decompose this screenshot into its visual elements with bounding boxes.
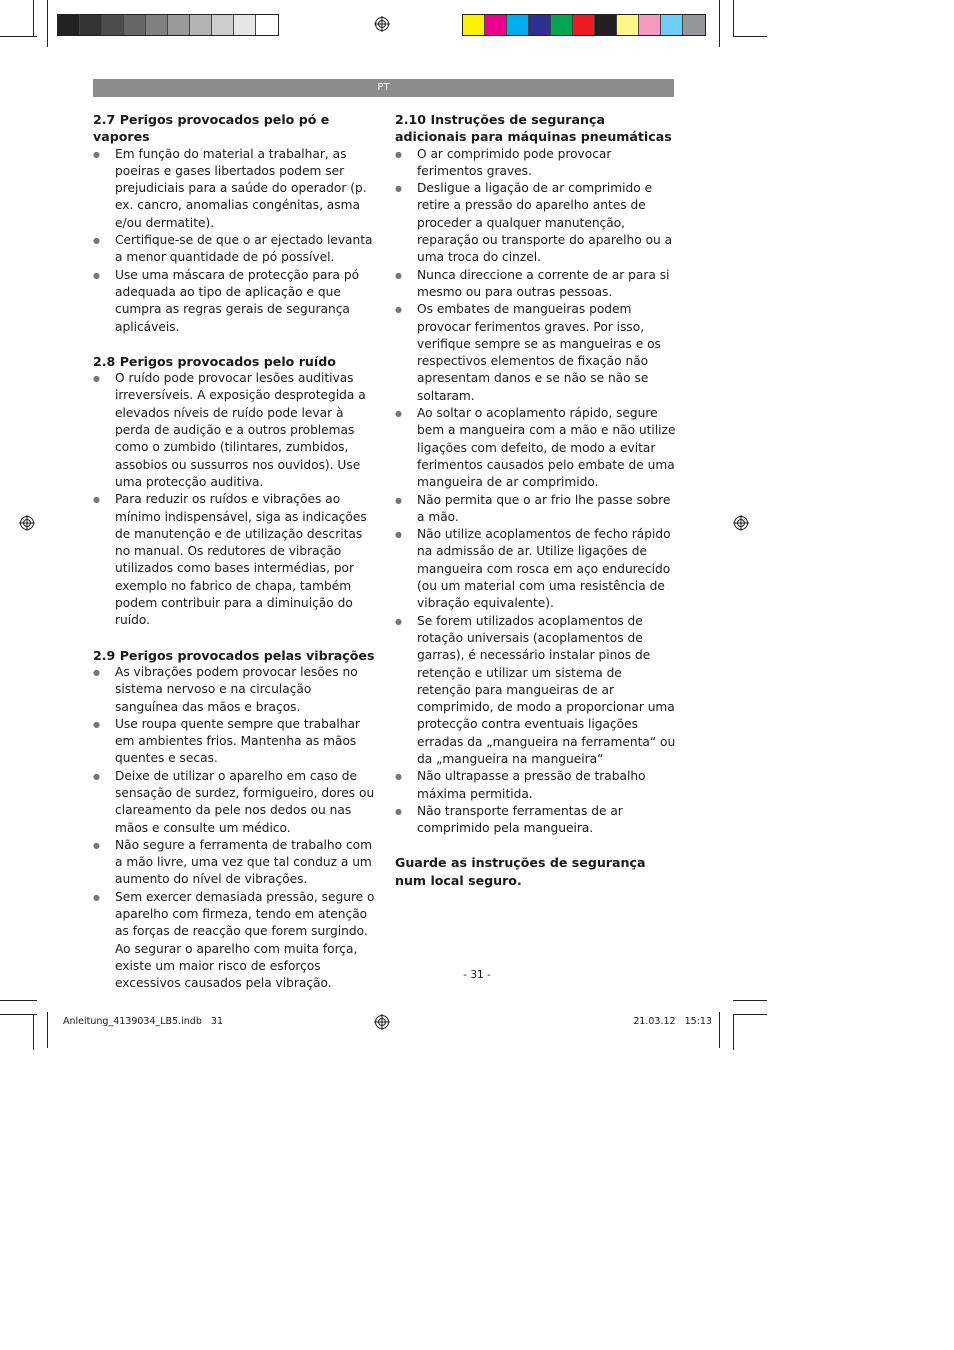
list-item: ● Não segure a ferramenta de trabalho com a mão livre, uma vez que tal conduz a um aumento do nível de vibrações. xyxy=(93,837,376,889)
crop-mark xyxy=(47,0,48,47)
section-2-9 xyxy=(93,647,376,993)
section-title: 2.10 Instruções de segurança adicionais para máquinas pneumáticas xyxy=(395,112,672,145)
color-swatch xyxy=(661,15,683,35)
list-item: ● Sem exercer demasiada pressão, segure o aparelho com firmeza, tendo em atenção as forças de reacção que forem surgindo. Ao segurar o aparelho com muita força, existe um maior risco de esforços excessivos causados pela vibração. xyxy=(93,889,376,993)
color-swatch xyxy=(617,15,639,35)
color-swatch xyxy=(683,15,705,35)
crop-mark xyxy=(0,36,37,37)
grayscale-calibration-bar xyxy=(57,14,279,36)
registration-mark-icon xyxy=(733,515,749,531)
registration-mark-icon xyxy=(374,16,390,32)
list-item: ● Não permita que o ar frio lhe passe sobre a mão. xyxy=(395,492,678,527)
bullet-list xyxy=(93,370,376,629)
color-swatch xyxy=(529,15,551,35)
closing-note: Guarde as instruções de segurança num local seguro. xyxy=(395,855,646,888)
crop-mark xyxy=(733,1014,734,1050)
crop-mark xyxy=(719,0,720,47)
bullet-list xyxy=(93,146,376,336)
registration-mark-icon xyxy=(374,1014,390,1030)
right-column xyxy=(395,111,678,889)
list-item: ● Para reduzir os ruídos e vibrações ao mínimo indispensável, siga as indicações de manutenção e de utilização descritas no manual. Os redutores de vibração utilizados como bases intermédias, por exemplo no fabrico de chapa, também podem contribuir para a diminuição do ruído. xyxy=(93,491,376,629)
crop-mark xyxy=(733,36,767,37)
list-item: ● As vibrações podem provocar lesões no sistema nervoso e na circulação sanguínea das mãos e braços. xyxy=(93,664,376,716)
list-item: ● Não ultrapasse a pressão de trabalho máxima permitida. xyxy=(395,768,678,803)
page-number: - 31 - xyxy=(463,969,491,981)
list-item: ● Não transporte ferramentas de ar comprimido pela mangueira. xyxy=(395,803,678,838)
list-item: ● Se forem utilizados acoplamentos de rotação universais (acoplamentos de garras), é necessário instalar pinos de retenção e utilizar um sistema de retenção para mangueiras de ar comprimido, de modo a proporcionar uma protecção contra eventuais ligações erradas da „mangueira na ferramenta“ ou da „mangueira na mangueira“ xyxy=(395,613,678,769)
color-swatch xyxy=(573,15,595,35)
list-item: ● Os embates de mangueiras podem provocar ferimentos graves. Por isso, verifique sempre se as mangueiras e os respectivos elementos de fixação não apresentam danos e se não se não se soltaram. xyxy=(395,301,678,405)
color-swatch xyxy=(256,15,278,35)
list-item: ● Em função do material a trabalhar, as poeiras e gases libertados podem ser prejudiciais para a saúde do operador (p. ex. cancro, anomalias congénitas, asma e/ou dermatite). xyxy=(93,146,376,232)
crop-mark xyxy=(0,1014,37,1015)
crop-mark xyxy=(733,1014,767,1015)
registration-mark-icon xyxy=(19,515,35,531)
list-item: ● O ruído pode provocar lesões auditivas irreversíveis. A exposição desprotegida a elevados níveis de ruído pode levar à perda de audição e a outros problemas como o zumbido (tilintares, zumbidos, assobios ou sussurros nos ouvidos). Use uma protecção auditiva. xyxy=(93,370,376,491)
section-2-10 xyxy=(395,111,678,837)
color-swatch xyxy=(102,15,124,35)
list-item: ● Ao soltar o acoplamento rápido, segure bem a mangueira com a mão e não utilize ligações com defeito, de modo a evitar ferimentos causados pelo embate de uma mangueira de ar comprimido. xyxy=(395,405,678,491)
bullet-list xyxy=(93,664,376,993)
color-swatch xyxy=(124,15,146,35)
left-column xyxy=(93,111,376,1010)
color-swatch xyxy=(485,15,507,35)
crop-mark xyxy=(0,1000,37,1001)
color-swatch xyxy=(463,15,485,35)
color-swatch xyxy=(551,15,573,35)
color-swatch xyxy=(80,15,102,35)
section-title: 2.7 Perigos provocados pelo pó e vapores xyxy=(93,112,330,145)
crop-mark xyxy=(719,1012,720,1048)
color-swatch xyxy=(58,15,80,35)
section-title: 2.9 Perigos provocados pelas vibrações xyxy=(93,647,375,663)
list-item: ● Certifique-se de que o ar ejectado levanta a menor quantidade de pó possível. xyxy=(93,232,376,267)
list-item: ● Nunca direccione a corrente de ar para si mesmo ou para outras pessoas. xyxy=(395,267,678,302)
list-item: ● Use roupa quente sempre que trabalhar em ambientes frios. Mantenha as mãos quentes e secas. xyxy=(93,716,376,768)
color-swatch xyxy=(212,15,234,35)
list-item: ● Desligue a ligação de ar comprimido e retire a pressão do aparelho antes de proceder a qualquer manutenção, reparação ou transporte do aparelho ou a uma troca do cinzel. xyxy=(395,180,678,266)
color-swatch xyxy=(639,15,661,35)
color-swatch xyxy=(234,15,256,35)
color-swatch xyxy=(507,15,529,35)
bullet-list xyxy=(395,146,678,838)
crop-mark xyxy=(733,1000,767,1001)
language-header: PT xyxy=(93,79,674,97)
crop-mark xyxy=(33,1014,34,1050)
crop-mark xyxy=(733,0,734,37)
crop-mark xyxy=(33,0,34,37)
section-2-8 xyxy=(93,353,376,630)
section-title: 2.8 Perigos provocados pelo ruído xyxy=(93,353,336,369)
section-2-7 xyxy=(93,111,376,336)
color-swatch xyxy=(190,15,212,35)
list-item: ● Deixe de utilizar o aparelho em caso de sensação de surdez, formigueiro, dores ou clareamento da pele nos dedos ou nas mãos e consulte um médico. xyxy=(93,768,376,837)
color-swatch xyxy=(168,15,190,35)
list-item: ● Use uma máscara de protecção para pó adequada ao tipo de aplicação e que cumpra as regras gerais de segurança aplicáveis. xyxy=(93,267,376,336)
footer-file-info: Anleitung_4139034_LB5.indb 31 xyxy=(63,1016,223,1027)
list-item: ● O ar comprimido pode provocar ferimentos graves. xyxy=(395,146,678,181)
footer-date: 21.03.12 15:13 xyxy=(633,1016,712,1027)
list-item: ● Não utilize acoplamentos de fecho rápido na admissão de ar. Utilize ligações de mangueira com rosca em aço endurecido (ou um material com uma resistência de vibração equivalente). xyxy=(395,526,678,612)
crop-mark xyxy=(47,1012,48,1048)
color-swatch xyxy=(595,15,617,35)
color-calibration-bar xyxy=(462,14,706,36)
color-swatch xyxy=(146,15,168,35)
